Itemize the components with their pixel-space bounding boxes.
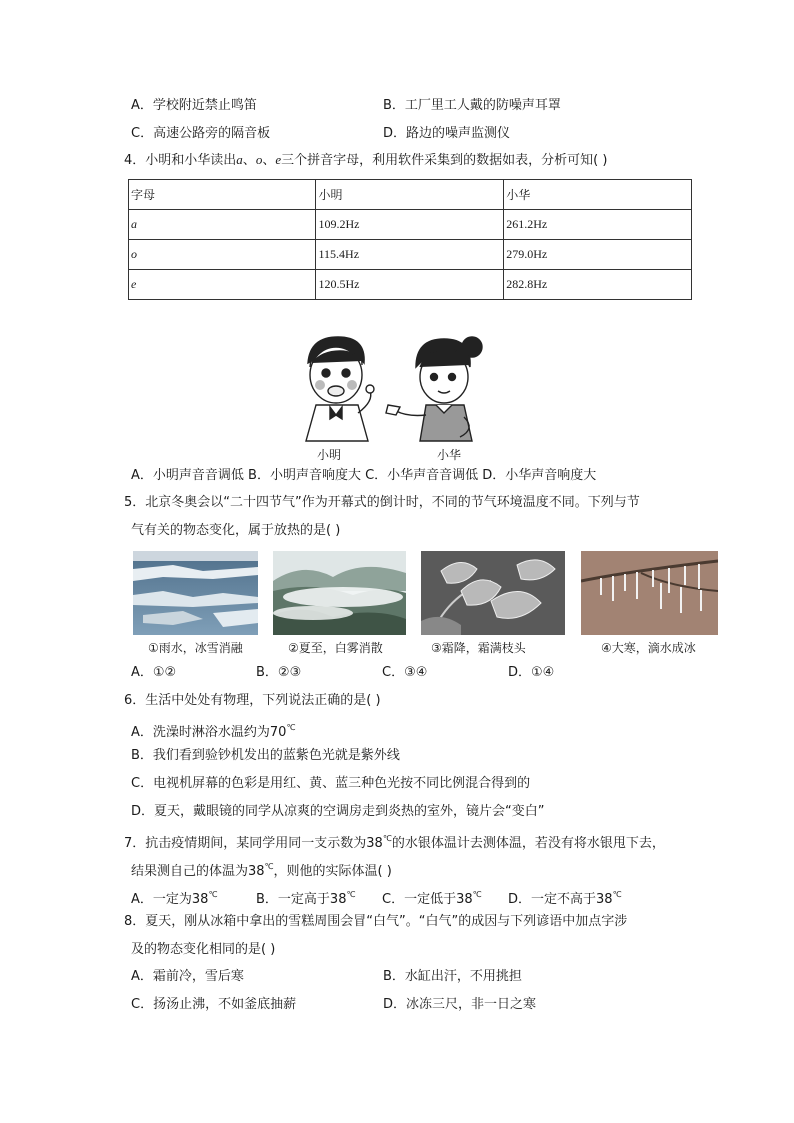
table-cell-letter: a	[129, 210, 316, 240]
q7-option-b-text: B．一定高于38	[256, 892, 347, 907]
q7-option-c	[382, 885, 482, 910]
celsius-unit: ℃	[264, 862, 274, 871]
table-row	[129, 270, 692, 300]
q6-option-b: B．我们看到验钞机发出的蓝紫色光就是紫外线	[131, 748, 400, 763]
q8-option-d: D．冰冻三尺，非一日之寒	[383, 997, 537, 1012]
table-header-xiaohua: 小华	[504, 180, 692, 210]
q7-option-d-text: D．一定不高于38	[508, 892, 613, 907]
table-cell-value: 109.2Hz	[316, 210, 504, 240]
q6-option-c: C．电视机屏幕的色彩是用红、黄、蓝三种色光按不同比例混合得到的	[131, 776, 531, 791]
q7-option-a	[131, 885, 217, 910]
celsius-unit: ℃	[472, 890, 482, 899]
q4-stem	[124, 150, 607, 171]
q7-line1-pre: 7．抗击疫情期间，某同学用同一支示数为38	[124, 836, 383, 851]
table-cell-letter: o	[129, 240, 316, 270]
q3-option-a: A．学校附近禁止鸣笛	[131, 98, 257, 113]
q4-sep2: 、	[262, 153, 276, 168]
photo-ice-melting	[133, 551, 258, 635]
q8-stem-line2: 及的物态变化相同的是( )	[131, 942, 276, 957]
q3-option-b: B．工厂里工人戴的防噪声耳罩	[383, 98, 561, 113]
q4-number: 4．	[124, 153, 146, 168]
table-cell-value: 282.8Hz	[504, 270, 692, 300]
caption-3: ③霜降，霜满枝头	[431, 641, 526, 655]
table-cell-value: 261.2Hz	[504, 210, 692, 240]
celsius-unit: ℃	[286, 723, 296, 732]
q8-option-c: C．扬汤止沸，不如釜底抽薪	[131, 997, 297, 1012]
q7-line1-post: 的水银体温计去测体温，若没有将水银甩下去，	[391, 836, 665, 851]
table-header-xiaoming: 小明	[316, 180, 504, 210]
celsius-unit: ℃	[346, 890, 356, 899]
q6-option-a	[131, 718, 295, 743]
photo-icicles-branch	[581, 551, 718, 635]
q5-option-d: D．①④	[508, 665, 555, 680]
q4-stem-post: 三个拼音字母，利用软件采集到的数据如表，分析可知( )	[281, 153, 608, 168]
q5-option-b: B．②③	[256, 665, 302, 680]
photo-frost-leaves	[421, 551, 565, 635]
girl-illustration	[386, 337, 482, 441]
boy-label: 小明	[317, 448, 342, 462]
caption-2: ②夏至，白雾消散	[288, 641, 383, 655]
q4-letter-a: a	[236, 152, 243, 167]
table-row	[129, 240, 692, 270]
q7-option-c-text: C．一定低于38	[382, 892, 473, 907]
q5-stem-line1: 5．北京冬奥会以“二十四节气”作为开幕式的倒计时，不同的节气环境温度不同。下列与节	[124, 495, 640, 510]
table-cell-value: 279.0Hz	[504, 240, 692, 270]
q8-option-b: B．水缸出汗，不用挑担	[383, 969, 522, 984]
boy-illustration	[306, 337, 374, 441]
table-header-row	[129, 180, 692, 210]
q4-stem-pre: 小明和小华读出	[145, 153, 237, 168]
table-cell-value: 115.4Hz	[316, 240, 504, 270]
caption-1: ①雨水，冰雪消融	[148, 641, 243, 655]
q7-option-b	[256, 885, 355, 910]
q4-options: A．小明声音音调低 B．小明声音响度大 C．小华声音音调低 D．小华声音响度大	[131, 468, 597, 483]
celsius-unit: ℃	[612, 890, 622, 899]
q6-stem: 6．生活中处处有物理，下列说法正确的是( )	[124, 693, 381, 708]
q4-letter-o: o	[255, 152, 263, 167]
q7-line2-pre: 结果测自己的体温为38	[131, 864, 265, 879]
photo-mist-mountains	[273, 551, 406, 635]
caption-4: ④大寒，滴水成冰	[601, 641, 696, 655]
q3-option-d: D．路边的噪声监测仪	[383, 126, 511, 141]
table-cell-value: 120.5Hz	[316, 270, 504, 300]
q6-option-a-text: A．洗澡时淋浴水温约为70	[131, 725, 287, 740]
q7-stem-line2	[131, 857, 392, 882]
q5-stem-line2: 气有关的物态变化，属于放热的是( )	[131, 523, 341, 538]
q5-option-c: C．③④	[382, 665, 428, 680]
q7-line2-post: ，则他的实际体温( )	[273, 864, 392, 879]
q4-sep1: 、	[242, 153, 256, 168]
celsius-unit: ℃	[208, 890, 218, 899]
q7-option-d	[508, 885, 622, 910]
celsius-unit: ℃	[382, 834, 392, 843]
table-header-letter: 字母	[129, 180, 316, 210]
q8-option-a: A．霜前冷，雪后寒	[131, 969, 244, 984]
q4-letter-e: e	[275, 152, 282, 167]
q7-option-a-text: A．一定为38	[131, 892, 209, 907]
table-cell-letter: e	[129, 270, 316, 300]
frequency-table	[128, 179, 692, 300]
q5-option-a: A．①②	[131, 665, 177, 680]
girl-label: 小华	[437, 448, 462, 462]
q3-option-c: C．高速公路旁的隔音板	[131, 126, 271, 141]
table-row	[129, 210, 692, 240]
q8-stem-line1: 8．夏天，刚从冰箱中拿出的雪糕周围会冒“白气”。“白气”的成因与下列谚语中加点字涉	[124, 914, 628, 929]
cartoon-kids-figure	[296, 333, 506, 443]
q6-option-d: D．夏天，戴眼镜的同学从凉爽的空调房走到炎热的室外，镜片会“变白”	[131, 804, 545, 819]
q7-stem-line1	[124, 829, 665, 854]
